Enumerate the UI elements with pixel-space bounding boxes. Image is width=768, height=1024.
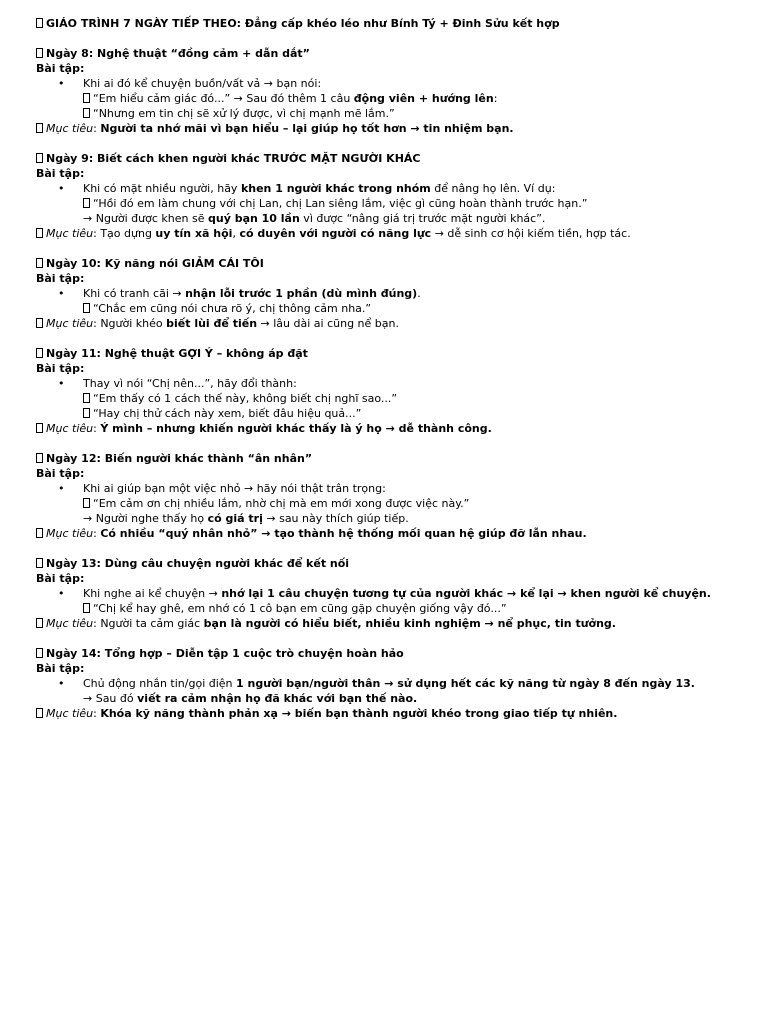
missing-glyph-icon [36,123,43,133]
text: → Sau đó [83,692,138,705]
day-heading-text: Ngày 9: Biết cách khen người khác TRƯỚC MẶT NGƯỜI KHÁC [46,152,421,165]
bullet-item [36,376,748,391]
missing-glyph-icon [83,108,90,118]
text: Chủ động nhắn tin/gọi điện [83,677,237,690]
missing-glyph-icon [36,318,43,328]
goal-line [36,706,748,721]
sub-item [36,406,748,421]
exercise-label: Bài tập: [36,62,85,75]
bold-text: nhớ lại 1 câu chuyện tương tự của người khác → kể lại → khen người kể chuyện. [221,587,711,600]
missing-glyph-icon [36,228,43,238]
missing-glyph-icon [36,258,43,268]
bold-text: uy tín xã hội [155,227,233,240]
goal-label: Mục tiêu [46,227,94,240]
sub-item [36,211,748,226]
bullet-item [36,481,748,496]
bold-text: Khóa kỹ năng thành phản xạ → biến bạn thành người khéo trong giao tiếp tự nhiên. [100,707,618,720]
missing-glyph-icon [36,18,43,28]
text: Thay vì nói “Chị nên...”, hãy đổi thành: [83,377,297,390]
bullet-item [36,286,748,301]
missing-glyph-icon [83,393,90,403]
day-heading [36,451,748,466]
text: Khi ai giúp bạn một việc nhỏ → hãy nói thật trân trọng: [83,482,386,495]
document-title-text: GIÁO TRÌNH 7 NGÀY TIẾP THEO: Đẳng cấp khéo léo như Bính Tý + Đinh Sửu kết hợp [46,17,560,30]
goal-line [36,121,748,136]
day-section [36,136,748,241]
day-heading [36,646,748,661]
text: “Em cảm ơn chị nhiều lắm, nhờ chị mà em mới xong được việc này.” [93,497,470,510]
text: , [232,227,240,240]
goal-label: Mục tiêu [46,317,94,330]
missing-glyph-icon [36,708,43,718]
missing-glyph-icon [83,603,90,613]
day-list [36,31,748,721]
day-heading-text: Ngày 11: Nghệ thuật GỢI Ý – không áp đặt [46,347,308,360]
exercise-label: Bài tập: [36,662,85,675]
goal-line [36,616,748,631]
exercise-label: Bài tập: [36,572,85,585]
goal-colon: : [93,707,101,720]
day-heading [36,151,748,166]
bold-text: Người ta nhớ mãi vì bạn hiểu – lại giúp họ tốt hơn → tin nhiệm bạn. [100,122,514,135]
goal-line [36,226,748,241]
text: → Người được khen sẽ [83,212,208,225]
text: “Em thấy có 1 cách thế này, không biết chị nghĩ sao...” [93,392,398,405]
sub-item [36,91,748,106]
text: : [493,92,498,105]
day-section [36,631,748,721]
goal-line [36,316,748,331]
bold-text: 1 người bạn/người thân → sử dụng hết các kỹ năng từ ngày 8 đến ngày 13. [236,677,695,690]
bullet-item [36,181,748,196]
missing-glyph-icon [83,498,90,508]
bold-text: quý bạn 10 lần [207,212,300,225]
exercise-label: Bài tập: [36,272,85,285]
day-heading [36,46,748,61]
goal-colon: : [93,317,101,330]
text: Khi ai đó kể chuyện buồn/vất vả → bạn nói: [83,77,322,90]
sub-item [36,301,748,316]
day-heading-text: Ngày 8: Nghệ thuật “đồng cảm + dẫn dắt” [46,47,310,60]
bold-text: Ý mình – nhưng khiến người khác thấy là ý họ → dễ thành công. [100,422,492,435]
day-heading-text: Ngày 14: Tổng hợp – Diễn tập 1 cuộc trò chuyện hoàn hảo [46,647,404,660]
missing-glyph-icon [36,453,43,463]
missing-glyph-icon [83,408,90,418]
bullet-item [36,586,748,601]
sub-item [36,106,748,121]
text: . [417,287,421,300]
day-heading-text: Ngày 12: Biến người khác thành “ân nhân” [46,452,313,465]
text: → sau này thích giúp tiếp. [262,512,409,525]
missing-glyph-icon [36,153,43,163]
bold-text: có giá trị [207,512,263,525]
sub-item [36,691,748,706]
text: “Chắc em cũng nói chưa rõ ý, chị thông cảm nha.” [93,302,372,315]
text: “Chị kể hay ghê, em nhớ có 1 cô bạn em cũng gặp chuyện giống vậy đó...” [93,602,507,615]
goal-label: Mục tiêu [46,527,94,540]
sub-item [36,496,748,511]
day-heading-text: Ngày 10: Kỹ năng nói GIẢM CÁI TÔI [46,257,264,270]
text: Tạo dựng [100,227,156,240]
spacer [36,541,748,556]
sub-item [36,391,748,406]
bold-text: Có nhiều “quý nhân nhỏ” → tạo thành hệ thống mối quan hệ giúp đỡ lẫn nhau. [100,527,587,540]
text: → Người nghe thấy họ [83,512,208,525]
day-section [36,241,748,331]
day-section [36,31,748,136]
text: để nâng họ lên. Ví dụ: [430,182,556,195]
goal-line [36,421,748,436]
text: “Hồi đó em làm chung với chị Lan, chị Lan siêng lắm, việc gì cũng hoàn thành trước hạn.” [93,197,588,210]
text: “Nhưng em tin chị sẽ xử lý được, vì chị mạnh mẽ lắm.” [93,107,395,120]
exercise-label: Bài tập: [36,467,85,480]
text: Khi có mặt nhiều người, hãy [83,182,241,195]
spacer [36,631,748,646]
document-title [36,16,748,31]
bold-text: biết lùi để tiến [166,317,258,330]
day-section [36,436,748,541]
missing-glyph-icon [36,528,43,538]
text: → dễ sinh cơ hội kiếm tiền, hợp tác. [431,227,631,240]
bullet-item [36,676,748,691]
sub-item [36,196,748,211]
spacer [36,241,748,256]
exercise-label: Bài tập: [36,362,85,375]
day-heading-text: Ngày 13: Dùng câu chuyện người khác để kết nối [46,557,350,570]
missing-glyph-icon [36,348,43,358]
bold-text: bạn là người có hiểu biết, nhiều kinh nghiệm → nể phục, tin tưởng. [203,617,616,630]
sub-item [36,601,748,616]
spacer [36,331,748,346]
goal-label: Mục tiêu [46,707,94,720]
text: “Em hiểu cảm giác đó...” → Sau đó thêm 1 câu [93,92,354,105]
day-section [36,331,748,436]
missing-glyph-icon [83,303,90,313]
bold-text: động viên + hướng lên [353,92,494,105]
missing-glyph-icon [36,558,43,568]
missing-glyph-icon [36,648,43,658]
text: Người ta cảm giác [100,617,204,630]
spacer [36,31,748,46]
day-section [36,541,748,631]
bullet-item [36,76,748,91]
bold-text: khen 1 người khác trong nhóm [240,182,431,195]
bold-text: có duyên với người có năng lực [239,227,432,240]
goal-colon: : [93,422,101,435]
bold-text: viết ra cảm nhận họ đã khác với bạn thế nào. [137,692,418,705]
goal-line [36,526,748,541]
day-heading [36,556,748,571]
text: “Hay chị thử cách này xem, biết đâu hiệu quả...” [93,407,362,420]
exercise-label: Bài tập: [36,167,85,180]
spacer [36,436,748,451]
missing-glyph-icon [36,423,43,433]
spacer [36,136,748,151]
goal-label: Mục tiêu [46,122,94,135]
goal-colon: : [93,122,101,135]
text: Khi nghe ai kể chuyện → [83,587,222,600]
goal-colon: : [93,227,101,240]
text: vì được “nâng giá trị trước mặt người khác”. [299,212,546,225]
sub-item [36,511,748,526]
goal-label: Mục tiêu [46,422,94,435]
missing-glyph-icon [83,93,90,103]
text: Người khéo [100,317,167,330]
day-heading [36,256,748,271]
goal-label: Mục tiêu [46,617,94,630]
missing-glyph-icon [83,198,90,208]
goal-colon: : [93,527,101,540]
text: → lâu dài ai cũng nể bạn. [257,317,399,330]
text: Khi có tranh cãi → [83,287,186,300]
missing-glyph-icon [36,48,43,58]
missing-glyph-icon [36,618,43,628]
bold-text: nhận lỗi trước 1 phần (dù mình đúng) [185,287,418,300]
day-heading [36,346,748,361]
goal-colon: : [93,617,101,630]
